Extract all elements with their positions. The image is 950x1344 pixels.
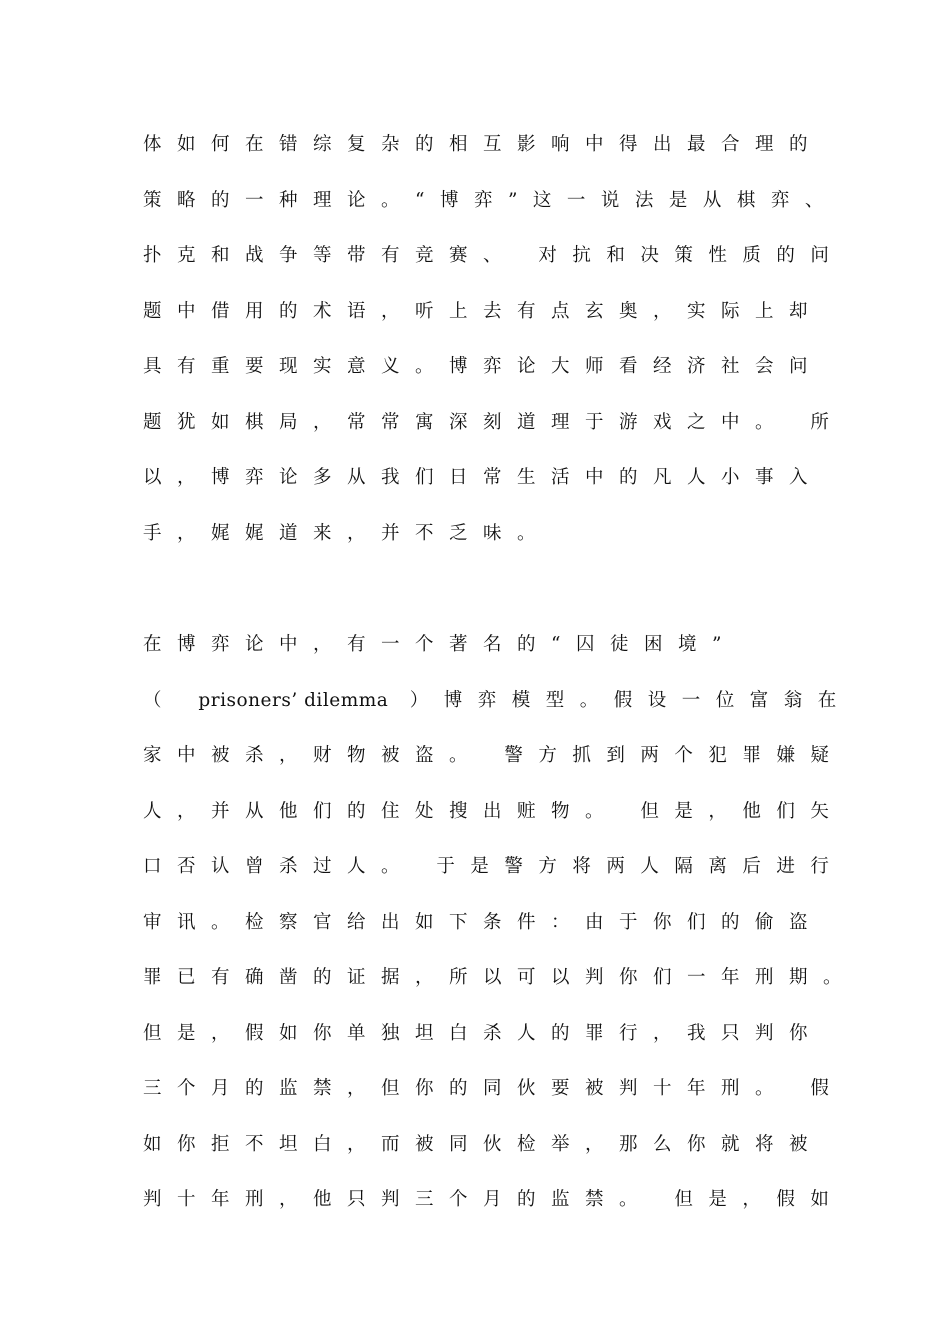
- paragraph-2-line-9: 三个月的监禁，但你的同伙要被判十年刑。 假: [143, 1078, 845, 1099]
- paragraph-2-line-1: 在博弈论中，有一个著名的“囚徒困境”: [143, 634, 737, 655]
- paragraph-2-line-2: （ prisoners’ dilemma ）博弈模型。假设一位富翁在: [143, 690, 852, 711]
- paragraph-1-line-3: 扑克和战争等带有竞赛、 对抗和决策性质的问: [143, 245, 845, 266]
- paragraph-1-line-7: 以，博弈论多从我们日常生活中的凡人小事入: [143, 467, 824, 488]
- paragraph-2-line-4: 人，并从他们的住处搜出赃物。 但是，他们矢: [143, 801, 845, 822]
- paragraph-1-line-8: 手，娓娓道来，并不乏味。: [143, 523, 552, 544]
- paragraph-2-line-8: 但是，假如你单独坦白杀人的罪行，我只判你: [143, 1023, 824, 1044]
- paragraph-2-line-3: 家中被杀，财物被盗。 警方抓到两个犯罪嫌疑: [143, 745, 845, 766]
- paragraph-1-line-4: 题中借用的术语，听上去有点玄奥，实际上却: [143, 301, 824, 322]
- paragraph-1-line-1: 体如何在错综复杂的相互影响中得出最合理的: [143, 134, 824, 155]
- paragraph-2-line-6: 审讯。检察官给出如下条件：由于你们的偷盗: [143, 912, 824, 933]
- paragraph-1-line-6: 题犹如棋局，常常寓深刻道理于游戏之中。 所: [143, 412, 845, 433]
- paragraph-1-line-2: 策略的一种理论。“博弈”这一说法是从棋弈、: [143, 190, 839, 211]
- paragraph-1-line-5: 具有重要现实意义。博弈论大师看经济社会问: [143, 356, 824, 377]
- paragraph-2-line-11: 判十年刑，他只判三个月的监禁。 但是，假如: [143, 1189, 845, 1210]
- paragraph-2-line-10: 如你拒不坦白，而被同伙检举，那么你就将被: [143, 1134, 824, 1155]
- paragraph-2-line-5: 口否认曾杀过人。 于是警方将两人隔离后进行: [143, 856, 845, 877]
- paragraph-2-line-7: 罪已有确凿的证据，所以可以判你们一年刑期。: [143, 967, 858, 988]
